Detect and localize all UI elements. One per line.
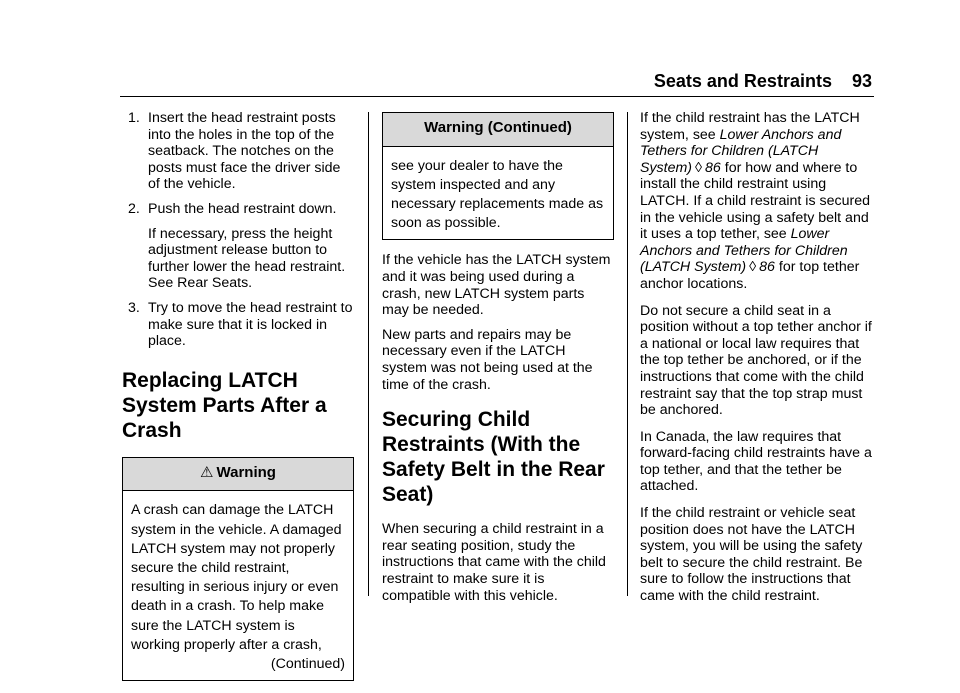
text: If the child restraint has the LATCH system, see <box>640 110 860 143</box>
column-1 <box>122 110 354 693</box>
text: for how and where to install the child restraint using LATCH. If a child restraint is secured in the vehicle using a safety belt and it uses a top tether, see <box>640 159 870 243</box>
step-2 <box>122 201 354 218</box>
page-number: 93 <box>851 71 872 91</box>
warning-box-continued <box>382 112 614 240</box>
step-text: Insert the head restraint posts into the holes in the top of the seatback. The notches on the posts must face the driver side of the vehicle. <box>148 110 341 193</box>
page-ref-icon: ◊ <box>749 259 757 276</box>
paragraph: Do not secure a child seat in a position without a top tether anchor if a national or local law requires that the top tether be anchored, or if the instructions that come with the child restraint say that the top strap must be anchored. <box>640 302 872 419</box>
step-1 <box>122 110 354 193</box>
page-header <box>654 71 872 92</box>
step-number: 1. <box>128 110 140 126</box>
step-text: Push the head restraint down. <box>148 200 337 217</box>
paragraph: If the vehicle has the LATCH system and it was being used during a crash, new LATCH system parts may be needed. <box>382 252 611 319</box>
section-heading: Replacing LATCH System Parts After a Crash <box>122 368 327 442</box>
step-text: Try to move the head restraint to make sure that it is locked in place. <box>148 299 353 350</box>
column-divider <box>627 112 628 596</box>
page-reference[interactable]: 86 <box>705 159 721 176</box>
step-3 <box>122 300 354 350</box>
column-divider <box>368 112 369 596</box>
warning-text: A crash can damage the LATCH system in the vehicle. A damaged LATCH system may not properly secure the child restraint, resulting in serious injury or even death in a crash. To help make sure the LATCH system is working properly after a crash, <box>131 502 342 653</box>
warning-title <box>123 458 353 492</box>
section-heading: Securing Child Restraints (With the Safety Belt in the Rear Seat) <box>382 408 605 507</box>
paragraph: In Canada, the law requires that forward-facing child restraints have a top tether, and that the tether be attached. <box>640 428 872 495</box>
page-reference[interactable]: 86 <box>759 259 775 276</box>
continued-label: (Continued) <box>270 655 345 672</box>
cross-reference-link[interactable]: Lower Anchors and Tethers for Children (LATCH System) <box>640 126 842 176</box>
header-rule <box>120 96 874 97</box>
warning-body: see your dealer to have the system inspected and any necessary replacements made as soon as possible. <box>391 157 604 232</box>
warning-icon: ⚠ <box>200 463 214 481</box>
column-2 <box>382 112 614 612</box>
warning-box <box>122 457 354 681</box>
text: for top tether anchor locations. <box>640 259 860 292</box>
step-number: 2. <box>128 200 140 217</box>
step-number: 3. <box>128 299 140 316</box>
paragraph: When securing a child restraint in a rear seating position, study the instructions that came with the child restraint to make sure it is compatible with this vehicle. <box>382 521 606 604</box>
step-2-continuation: If necessary, press the height adjustment release button to further lower the head restraint. See Rear Seats. <box>148 225 346 292</box>
paragraph: If the child restraint or vehicle seat position does not have the LATCH system, you will be using the safety belt to secure the child restraint. Be sure to follow the instructions that came with the child restraint. <box>640 505 863 605</box>
paragraph: New parts and repairs may be necessary even if the LATCH system was not being used at the time of the crash. <box>382 326 593 393</box>
paragraph <box>640 110 876 293</box>
warning-title-text: Warning <box>216 463 276 481</box>
section-title: Seats and Restraints <box>653 71 832 91</box>
warning-title: Warning (Continued) <box>383 113 613 147</box>
page-ref-icon: ◊ <box>695 159 703 176</box>
column-3 <box>640 110 876 615</box>
warning-body <box>123 491 353 680</box>
cross-reference-link[interactable]: Lower Anchors and Tethers for Children (LATCH System) <box>640 226 848 276</box>
